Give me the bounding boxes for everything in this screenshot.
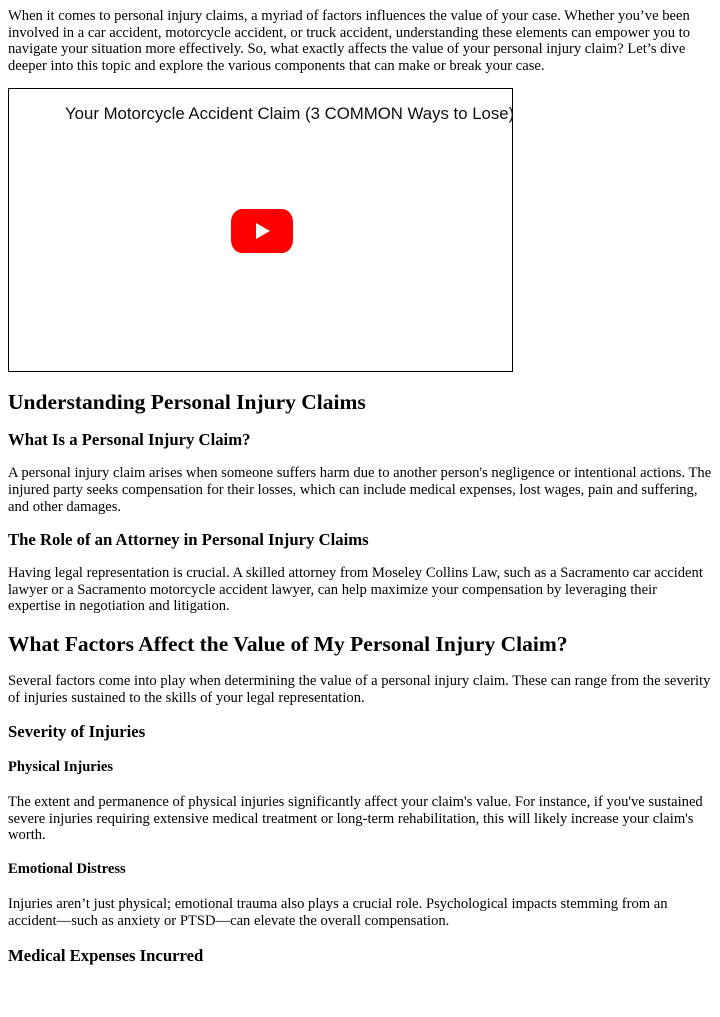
youtube-play-icon[interactable] bbox=[231, 209, 293, 253]
heading-physical-injuries: Physical Injuries bbox=[8, 759, 113, 776]
heading-factors: What Factors Affect the Value of My Personal Injury Claim? bbox=[8, 631, 568, 656]
video-embed[interactable] bbox=[8, 88, 513, 372]
heading-role-of-attorney: The Role of an Attorney in Personal Injury Claims bbox=[8, 530, 369, 550]
paragraph-physical-injuries: The extent and permanence of physical injuries significantly affect your claim's value. For instance, if you've sustained severe injuries requiring extensive medical treatment or long-term rehabilitation, this will likely increase your claim's worth. bbox=[8, 794, 703, 844]
heading-understanding: Understanding Personal Injury Claims bbox=[8, 390, 366, 415]
heading-severity: Severity of Injuries bbox=[8, 722, 146, 742]
heading-medical-expenses: Medical Expenses Incurred bbox=[8, 946, 204, 966]
play-triangle-icon bbox=[256, 223, 270, 239]
intro-paragraph: When it comes to personal injury claims, a myriad of factors influences the value of your case. Whether you’ve been involved in a car accident, motorcycle accident, or truck accident, understanding these elements can empower you to navigate your situation more effectively. So, what exactly affects the value of your personal injury claim? Let’s dive deeper into this topic and explore the various components that can make or break your case. bbox=[8, 8, 690, 74]
heading-emotional-distress: Emotional Distress bbox=[8, 860, 126, 877]
video-title[interactable]: Your Motorcycle Accident Claim (3 COMMON Ways to Lose) bbox=[65, 104, 515, 124]
paragraph-emotional-distress: Injuries aren’t just physical; emotional trauma also plays a crucial role. Psychological impacts stemming from an accident—such as anxiety or PTSD—can elevate the overall compensation. bbox=[8, 895, 668, 929]
paragraph-factors: Several factors come into play when determining the value of a personal injury claim. These can range from the severity of injuries sustained to the skills of your legal representation. bbox=[8, 672, 711, 706]
paragraph-role-of-attorney: Having legal representation is crucial. A skilled attorney from Moseley Collins Law, such as a Sacramento car accident lawyer or a Sacramento motorcycle accident lawyer, can help maximize your compensation by leveraging their expertise in negotiation and litigation. bbox=[8, 565, 703, 615]
paragraph-what-is-claim: A personal injury claim arises when someone suffers harm due to another person's negligence or intentional actions. The injured party seeks compensation for their losses, which can include medical expenses, lost wages, pain and suffering, and other damages. bbox=[8, 465, 712, 515]
heading-what-is-claim: What Is a Personal Injury Claim? bbox=[8, 430, 251, 450]
